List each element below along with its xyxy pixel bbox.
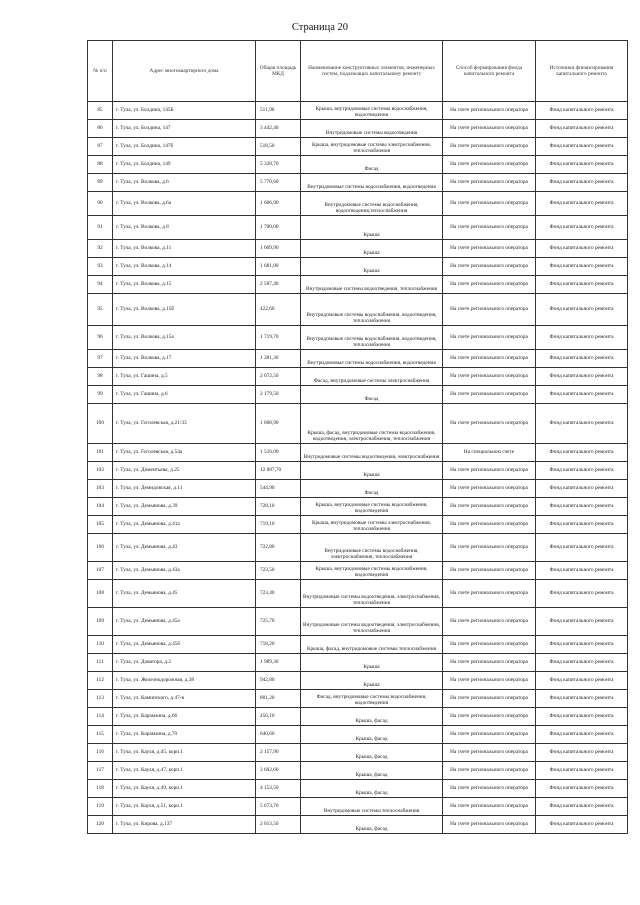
row-number: 114 xyxy=(88,708,113,726)
header-method: Способ формирования фонда капитального ремонта xyxy=(443,41,536,102)
row-number: 116 xyxy=(88,744,113,762)
row-address: г. Тула, ул. Гашина, д.6 xyxy=(113,386,256,404)
row-method: На специальном счете xyxy=(443,444,536,462)
row-source: Фонд капитального ремонта xyxy=(536,816,628,834)
row-source: Фонд капитального ремонта xyxy=(536,156,628,174)
table-header xyxy=(88,41,628,102)
row-works: Крыша xyxy=(301,672,443,690)
row-source: Фонд капитального ремонта xyxy=(536,404,628,444)
table-row xyxy=(88,708,628,726)
table-row xyxy=(88,672,628,690)
row-method: На счете регионального оператора xyxy=(443,120,536,138)
row-works: Крыша, внутридомовые системы водоснабжения, водоотведения xyxy=(301,562,443,580)
row-works: Крыша, внутридомовые системы электроснабжения, теплоснабжения xyxy=(301,138,443,156)
row-area: 1 381,30 xyxy=(256,350,301,368)
row-works: Крыша xyxy=(301,462,443,480)
row-works: Крыша, фасад xyxy=(301,762,443,780)
row-number: 101 xyxy=(88,444,113,462)
row-number: 100 xyxy=(88,404,113,444)
row-works: Крыша, фасад xyxy=(301,780,443,798)
row-address: г. Тула, ул. Демьянова, д.39 xyxy=(113,498,256,516)
row-works: Внутридомовые системы водоотведения, электроснабжения, теплоснабжения xyxy=(301,580,443,608)
row-method: На счете регионального оператора xyxy=(443,636,536,654)
row-address: г. Тула, ул. Болдина, 147б xyxy=(113,138,256,156)
table-row xyxy=(88,240,628,258)
row-area: 544,90 xyxy=(256,480,301,498)
row-method: На счете регионального оператора xyxy=(443,174,536,192)
row-source: Фонд капитального ремонта xyxy=(536,534,628,562)
row-works: Внутридомовые системы водоснабжения, водоотведения,теплоснабжения xyxy=(301,192,443,216)
row-method: На счете регионального оператора xyxy=(443,350,536,368)
row-method: На счете регионального оператора xyxy=(443,562,536,580)
table-row xyxy=(88,498,628,516)
row-source: Фонд капитального ремонта xyxy=(536,326,628,350)
row-number: 87 xyxy=(88,138,113,156)
table-row xyxy=(88,444,628,462)
row-source: Фонд капитального ремонта xyxy=(536,672,628,690)
row-number: 109 xyxy=(88,608,113,636)
row-number: 94 xyxy=(88,276,113,294)
row-area: 2 179,50 xyxy=(256,386,301,404)
row-address: г. Тула, ул. Волкова, д.14 xyxy=(113,258,256,276)
row-number: 98 xyxy=(88,368,113,386)
row-address: г. Тула, ул. Гоголевская, д.54а xyxy=(113,444,256,462)
row-source: Фонд капитального ремонта xyxy=(536,294,628,326)
row-works: Крыша, фасад xyxy=(301,816,443,834)
row-address: г. Тула, ул. Волкова, д.17 xyxy=(113,350,256,368)
row-works: Крыша xyxy=(301,258,443,276)
row-works: Фасад xyxy=(301,156,443,174)
table-row xyxy=(88,386,628,404)
row-address: г. Тула, ул. Каминского, д.47-в xyxy=(113,690,256,708)
row-method: На счете регионального оператора xyxy=(443,192,536,216)
row-source: Фонд капитального ремонта xyxy=(536,350,628,368)
row-address: г. Тула, ул. Карамзина, д.70 xyxy=(113,726,256,744)
row-source: Фонд капитального ремонта xyxy=(536,216,628,240)
row-method: На счете регионального оператора xyxy=(443,762,536,780)
row-area: 728,10 xyxy=(256,498,301,516)
row-number: 103 xyxy=(88,480,113,498)
row-area: 5 328,70 xyxy=(256,156,301,174)
row-address: г. Тула, ул. Волкова, д.6а xyxy=(113,192,256,216)
row-method: На счете регионального оператора xyxy=(443,102,536,120)
row-method: На счете регионального оператора xyxy=(443,386,536,404)
row-works: Фасад xyxy=(301,480,443,498)
table-row xyxy=(88,516,628,534)
row-number: 111 xyxy=(88,654,113,672)
row-number: 106 xyxy=(88,534,113,562)
row-source: Фонд капитального ремонта xyxy=(536,444,628,462)
row-number: 115 xyxy=(88,726,113,744)
row-address: г. Тула, ул. Демьянова, д.43 xyxy=(113,534,256,562)
table-row xyxy=(88,462,628,480)
table-row xyxy=(88,258,628,276)
row-works: Крыша, фасад, внутридомовые системы теплоснабжения xyxy=(301,636,443,654)
row-address: г. Тула, ул. Гоголевская, д.21/33 xyxy=(113,404,256,444)
row-method: На счете регионального оператора xyxy=(443,672,536,690)
row-address: г. Тула, ул. Кауля, д.45, корп.1 xyxy=(113,744,256,762)
row-address: г. Тула, ул. Кирова, д.137 xyxy=(113,816,256,834)
row-area: 5 673,70 xyxy=(256,798,301,816)
row-method: На счете регионального оператора xyxy=(443,780,536,798)
row-works: Крыша, фасад xyxy=(301,708,443,726)
row-address: г. Тула, ул. Волкова, д.6 xyxy=(113,174,256,192)
row-works: Фасад xyxy=(301,386,443,404)
header-address: Адрес многоквартирного дома xyxy=(113,41,256,102)
row-source: Фонд капитального ремонта xyxy=(536,744,628,762)
row-number: 105 xyxy=(88,516,113,534)
row-address: г. Тула, ул. Кауля, д.51, корп.1 xyxy=(113,798,256,816)
table-row xyxy=(88,762,628,780)
row-source: Фонд капитального ремонта xyxy=(536,798,628,816)
row-method: На счете регионального оператора xyxy=(443,654,536,672)
row-area: 723,50 xyxy=(256,562,301,580)
row-source: Фонд капитального ремонта xyxy=(536,386,628,404)
header-area: Общая площадь МКД xyxy=(256,41,301,102)
row-works: Крыша, фасад xyxy=(301,744,443,762)
row-number: 89 xyxy=(88,174,113,192)
row-works: Внутридомовые системы водоснабжения, водоотведения, теплоснабжения xyxy=(301,326,443,350)
row-area: 1 608,90 xyxy=(256,404,301,444)
row-method: На счете регионального оператора xyxy=(443,498,536,516)
row-area: 1 719,70 xyxy=(256,326,301,350)
table-row xyxy=(88,368,628,386)
row-area: 1 606,90 xyxy=(256,192,301,216)
row-works: Внутридомовые системы водоотведения, теплоснабжения xyxy=(301,276,443,294)
table-row xyxy=(88,102,628,120)
row-source: Фонд капитального ремонта xyxy=(536,562,628,580)
table-row xyxy=(88,744,628,762)
row-number: 97 xyxy=(88,350,113,368)
row-works: Крыша xyxy=(301,216,443,240)
row-area: 3 442,40 xyxy=(256,120,301,138)
header-num: № п/п xyxy=(88,41,113,102)
row-number: 113 xyxy=(88,690,113,708)
row-method: На счете регионального оператора xyxy=(443,798,536,816)
row-source: Фонд капитального ремонта xyxy=(536,780,628,798)
row-source: Фонд капитального ремонта xyxy=(536,368,628,386)
row-number: 107 xyxy=(88,562,113,580)
row-area: 1 681,00 xyxy=(256,258,301,276)
row-source: Фонд капитального ремонта xyxy=(536,636,628,654)
row-source: Фонд капитального ремонта xyxy=(536,192,628,216)
table-row xyxy=(88,816,628,834)
row-method: На счете регионального оператора xyxy=(443,816,536,834)
row-source: Фонд капитального ремонта xyxy=(536,240,628,258)
row-works: Внутридомовые системы водоотведения, электроснабжения, теплоснабжения xyxy=(301,608,443,636)
row-area: 2 157,90 xyxy=(256,744,301,762)
table-row xyxy=(88,156,628,174)
row-method: На счете регионального оператора xyxy=(443,608,536,636)
row-address: г. Тула, ул. Волкова, д.8 xyxy=(113,216,256,240)
row-method: На счете регионального оператора xyxy=(443,690,536,708)
row-works: Крыша xyxy=(301,654,443,672)
row-address: г. Тула, ул. Карамзина, д.66 xyxy=(113,708,256,726)
table-row xyxy=(88,326,628,350)
table-row xyxy=(88,350,628,368)
row-works: Внутридомовые системы водоотведения, электроснабжения xyxy=(301,444,443,462)
table-row xyxy=(88,480,628,498)
table-row xyxy=(88,138,628,156)
table-row xyxy=(88,120,628,138)
row-area: 3 602,60 xyxy=(256,762,301,780)
row-address: г. Тула, ул. Кауля, д.47, корп.1 xyxy=(113,762,256,780)
table-row xyxy=(88,192,628,216)
row-method: На счете регионального оператора xyxy=(443,294,536,326)
row-works: Внутридомовые системы водоснабжения, электроснабжения, теплоснабжения xyxy=(301,534,443,562)
row-address: г. Тула, ул. Болдина, 147 xyxy=(113,120,256,138)
row-method: На счете регионального оператора xyxy=(443,708,536,726)
row-address: г. Тула, ул. Волкова, д.15 xyxy=(113,276,256,294)
row-number: 93 xyxy=(88,258,113,276)
row-area: 456,10 xyxy=(256,708,301,726)
row-source: Фонд капитального ремонта xyxy=(536,102,628,120)
row-number: 96 xyxy=(88,326,113,350)
row-method: На счете регионального оператора xyxy=(443,276,536,294)
row-source: Фонд капитального ремонта xyxy=(536,138,628,156)
row-area: 722,80 xyxy=(256,534,301,562)
row-area: 801,20 xyxy=(256,690,301,708)
row-address: г. Тула, ул. Демьянова, д.45б xyxy=(113,636,256,654)
row-number: 92 xyxy=(88,240,113,258)
table-row xyxy=(88,534,628,562)
row-method: На счете регионального оператора xyxy=(443,156,536,174)
header-works: Наименование конструктивных элементов, инженерных систем, подлежащих капитальному ремонту xyxy=(301,41,443,102)
table-row xyxy=(88,726,628,744)
row-works: Крыша, внутридомовые системы водоснабжения, водоотведения xyxy=(301,102,443,120)
row-works: Фасад, внутридомовые системы электроснабжения xyxy=(301,368,443,386)
row-area: 511,90 xyxy=(256,102,301,120)
row-source: Фонд капитального ремонта xyxy=(536,258,628,276)
row-number: 102 xyxy=(88,462,113,480)
row-area: 518,50 xyxy=(256,138,301,156)
row-address: г. Тула, ул. Железнодорожная, д.38 xyxy=(113,672,256,690)
row-works: Внутридомовые системы водоснабжения, водоотведения xyxy=(301,350,443,368)
row-method: На счете регионального оператора xyxy=(443,138,536,156)
row-number: 95 xyxy=(88,294,113,326)
row-number: 88 xyxy=(88,156,113,174)
row-address: г. Тула, ул. Болдина, 149 xyxy=(113,156,256,174)
row-area: 5 770,60 xyxy=(256,174,301,192)
row-number: 86 xyxy=(88,120,113,138)
repair-table xyxy=(87,40,628,834)
row-address: г. Тула, ул. Кауля, д.49, корп.1 xyxy=(113,780,256,798)
row-works: Внутридомовые системы теплоснабжения xyxy=(301,798,443,816)
table-row xyxy=(88,404,628,444)
row-address: г. Тула, ул. Демьянова, д.41а xyxy=(113,516,256,534)
table-row xyxy=(88,216,628,240)
table-body xyxy=(88,102,628,834)
page-title: Страница 20 xyxy=(291,22,349,33)
row-works: Крыша, внутридомовые системы электроснабжения, теплоснабжения xyxy=(301,516,443,534)
row-number: 99 xyxy=(88,386,113,404)
row-number: 91 xyxy=(88,216,113,240)
row-works: Крыша, фасад xyxy=(301,726,443,744)
row-method: На счете регионального оператора xyxy=(443,726,536,744)
row-area: 725,70 xyxy=(256,608,301,636)
row-address: г. Тула, ул. Демидовская, д.11 xyxy=(113,480,256,498)
row-number: 112 xyxy=(88,672,113,690)
row-area: 422,60 xyxy=(256,294,301,326)
row-number: 104 xyxy=(88,498,113,516)
row-number: 85 xyxy=(88,102,113,120)
row-method: На счете регионального оператора xyxy=(443,368,536,386)
row-area: 1 516,00 xyxy=(256,444,301,462)
row-source: Фонд капитального ремонта xyxy=(536,516,628,534)
row-address: г. Тула, ул. Волкова, д.15а xyxy=(113,326,256,350)
row-address: г. Тула, ул. Демьянова, д.45а xyxy=(113,608,256,636)
row-method: На счете регионального оператора xyxy=(443,534,536,562)
row-area: 723,40 xyxy=(256,580,301,608)
row-works: Внутридомовые системы водоснабжения, водоотведения, теплоснабжения xyxy=(301,294,443,326)
row-address: г. Тула, ул. Болдина, 145Б xyxy=(113,102,256,120)
row-area: 1 700,00 xyxy=(256,216,301,240)
row-area: 1 989,30 xyxy=(256,654,301,672)
table-row xyxy=(88,294,628,326)
table-row xyxy=(88,276,628,294)
row-method: На счете регионального оператора xyxy=(443,744,536,762)
row-area: 640,60 xyxy=(256,726,301,744)
table-row xyxy=(88,636,628,654)
row-number: 119 xyxy=(88,798,113,816)
row-method: На счете регионального оператора xyxy=(443,216,536,240)
row-method: На счете регионального оператора xyxy=(443,462,536,480)
row-number: 90 xyxy=(88,192,113,216)
row-address: г. Тула, ул. Демьянова, д.45 xyxy=(113,580,256,608)
header-source: Источники финансирования капитального ремонта xyxy=(536,41,628,102)
row-works: Внутридомовые системы водоотведения xyxy=(301,120,443,138)
row-area: 4 153,50 xyxy=(256,780,301,798)
row-works: Фасад, внутридомовые системы водоснабжения, водоотведения xyxy=(301,690,443,708)
table-row xyxy=(88,798,628,816)
row-source: Фонд капитального ремонта xyxy=(536,708,628,726)
row-source: Фонд капитального ремонта xyxy=(536,462,628,480)
row-number: 120 xyxy=(88,816,113,834)
row-method: На счете регионального оператора xyxy=(443,404,536,444)
table-row xyxy=(88,174,628,192)
table-row xyxy=(88,690,628,708)
row-source: Фонд капитального ремонта xyxy=(536,690,628,708)
row-method: На счете регионального оператора xyxy=(443,580,536,608)
row-number: 117 xyxy=(88,762,113,780)
table-row xyxy=(88,562,628,580)
row-works: Крыша, внутридомовые системы водоснабжения, водоотведения xyxy=(301,498,443,516)
row-address: г. Тула, ул. Волкова, д.11 xyxy=(113,240,256,258)
row-method: На счете регионального оператора xyxy=(443,516,536,534)
row-source: Фонд капитального ремонта xyxy=(536,580,628,608)
row-address: г. Тула, ул. Гашина, д.5 xyxy=(113,368,256,386)
row-method: На счете регионального оператора xyxy=(443,326,536,350)
row-source: Фонд капитального ремонта xyxy=(536,498,628,516)
row-area: 942,80 xyxy=(256,672,301,690)
row-source: Фонд капитального ремонта xyxy=(536,276,628,294)
row-method: На счете регионального оператора xyxy=(443,240,536,258)
row-method: На счете регионального оператора xyxy=(443,258,536,276)
row-source: Фонд капитального ремонта xyxy=(536,608,628,636)
row-number: 118 xyxy=(88,780,113,798)
table-row xyxy=(88,654,628,672)
row-source: Фонд капитального ремонта xyxy=(536,762,628,780)
row-area: 2 587,40 xyxy=(256,276,301,294)
row-area: 718,20 xyxy=(256,636,301,654)
row-address: г. Тула, ул. Демьянова, д.43а xyxy=(113,562,256,580)
row-area: 2 013,50 xyxy=(256,816,301,834)
row-area: 719,10 xyxy=(256,516,301,534)
row-address: г. Тула, ул. Доментьева, д.25 xyxy=(113,462,256,480)
row-number: 108 xyxy=(88,580,113,608)
row-number: 110 xyxy=(88,636,113,654)
table-row xyxy=(88,580,628,608)
row-address: г. Тула, ул. Доватора, д.2 xyxy=(113,654,256,672)
row-area: 1 609,90 xyxy=(256,240,301,258)
row-source: Фонд капитального ремонта xyxy=(536,120,628,138)
row-source: Фонд капитального ремонта xyxy=(536,726,628,744)
table-row xyxy=(88,780,628,798)
row-area: 12 087,70 xyxy=(256,462,301,480)
row-source: Фонд капитального ремонта xyxy=(536,480,628,498)
row-works: Внутридомовые системы водоснабжения, водоотведения xyxy=(301,174,443,192)
row-area: 2 072,50 xyxy=(256,368,301,386)
row-source: Фонд капитального ремонта xyxy=(536,174,628,192)
row-works: Крыша, фасад, внутридомовые системы водоснабжения, водоотведения, электроснабжения, теплоснабжения xyxy=(301,404,443,444)
row-address: г. Тула, ул. Волкова, д.15б xyxy=(113,294,256,326)
row-method: На счете регионального оператора xyxy=(443,480,536,498)
row-works: Крыша xyxy=(301,240,443,258)
table-row xyxy=(88,608,628,636)
row-source: Фонд капитального ремонта xyxy=(536,654,628,672)
